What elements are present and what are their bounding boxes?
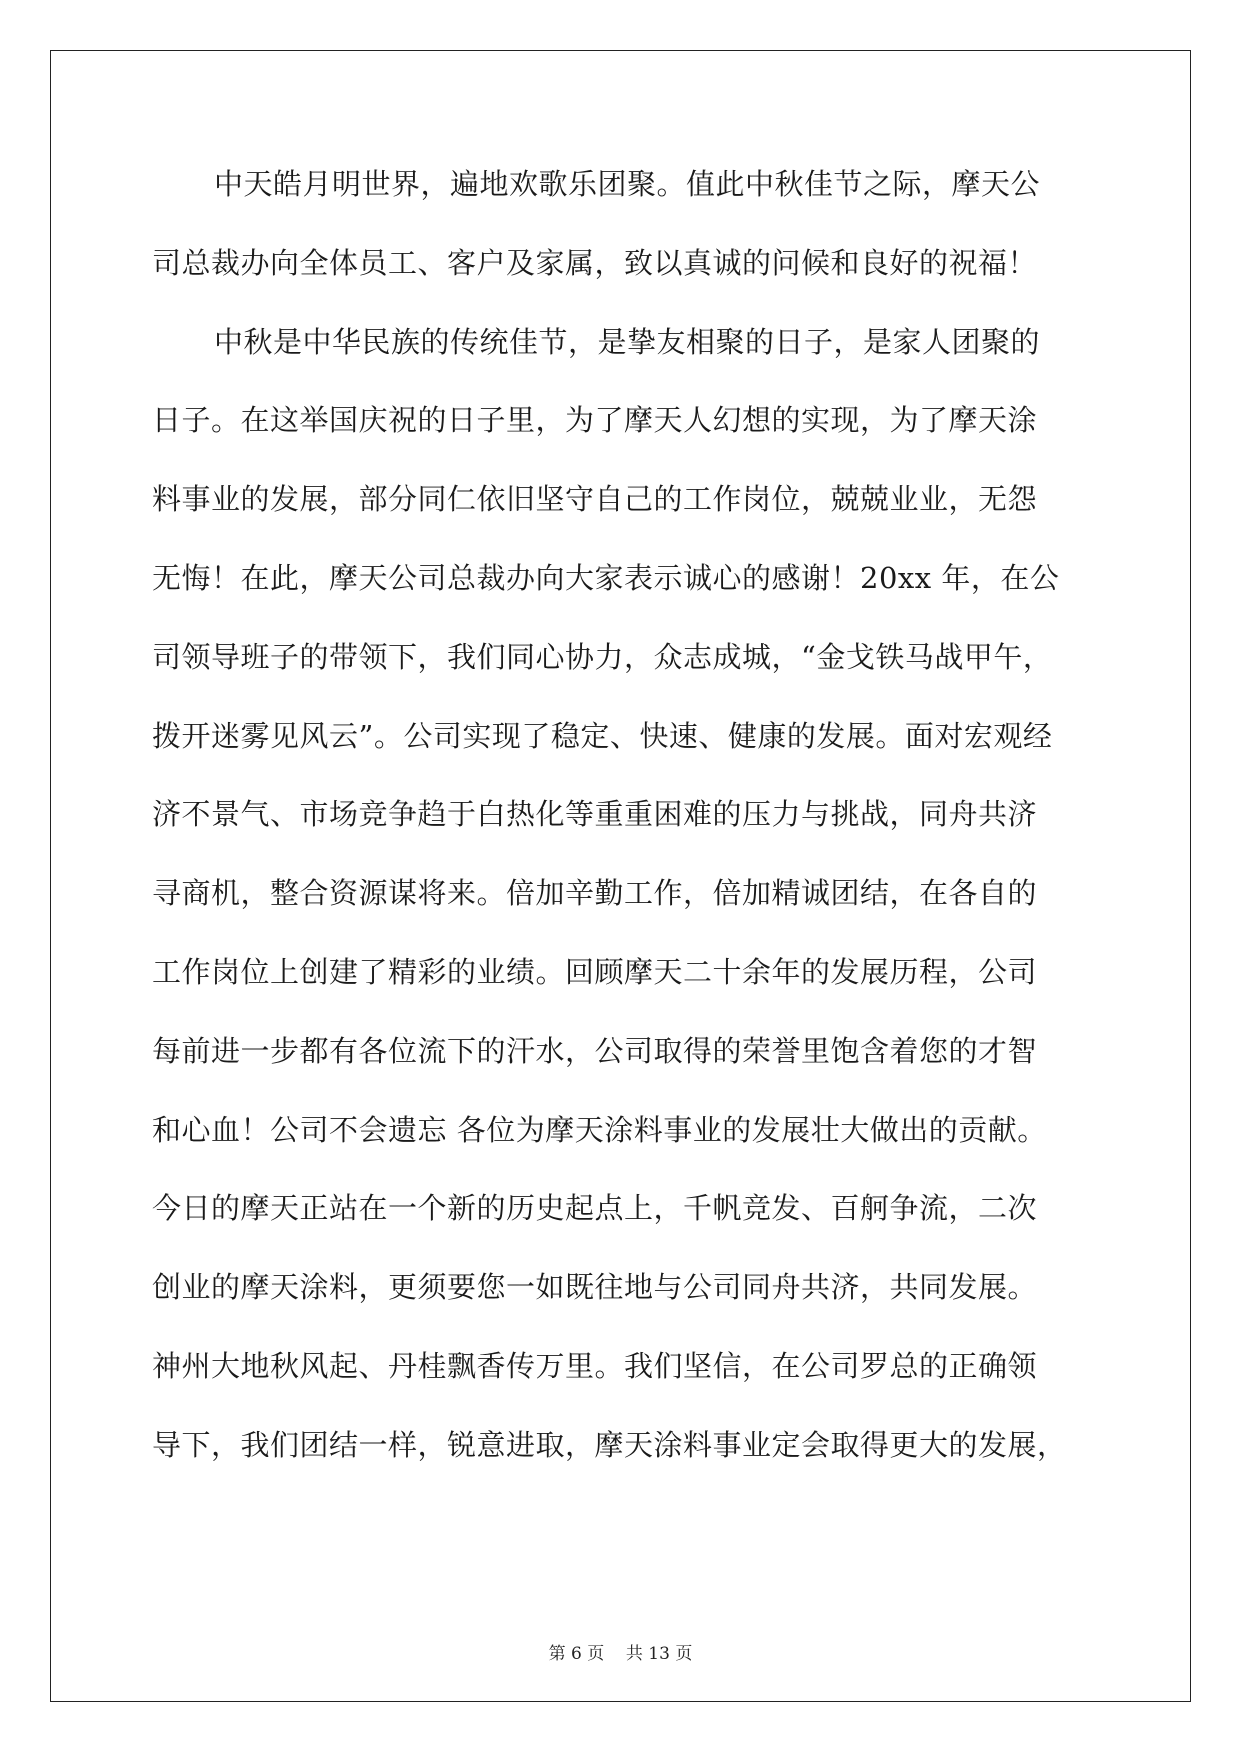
text-line-12: 每前进一步都有各位流下的汗水，公司取得的荣誉里饱含着您的才智 (152, 1033, 1038, 1068)
text-line-10: 寻商机，整合资源谋将来。倍加辛勤工作，倍加精诚团结，在各自的 (152, 876, 1038, 911)
text-line-5: 料事业的发展，部分同仁依旧坚守自己的工作岗位，兢兢业业，无怨 (152, 482, 1038, 517)
text-line-7: 司领导班子的带领下，我们同心协力，众志成城，“金戈铁马战甲午， (152, 639, 1053, 674)
text-line-4: 日子。在这举国庆祝的日子里，为了摩天人幻想的实现，为了摩天涂 (152, 403, 1038, 438)
body-text (152, 164, 1097, 1504)
text-line-16: 神州大地秋风起、丹桂飘香传万里。我们坚信，在公司罗总的正确领 (152, 1348, 1038, 1383)
text-line-17: 导下，我们团结一样，锐意进取，摩天涂料事业定会取得更大的发展， (152, 1427, 1067, 1462)
text-line-13: 和心血！公司不会遗忘 各位为摩天涂料事业的发展壮大做出的贡献。 (152, 1112, 1047, 1147)
page-total: 共 13 页 (625, 1644, 693, 1664)
text-line-6: 无悔！在此，摩天公司总裁办向大家表示诚心的感谢！20xx 年，在公 (152, 560, 1060, 595)
page-footer (0, 1643, 1241, 1665)
text-line-9: 济不景气、市场竞争趋于白热化等重重困难的压力与挑战，同舟共济 (152, 797, 1038, 832)
text-line-15: 创业的摩天涂料，更须要您一如既往地与公司同舟共济，共同发展。 (152, 1270, 1038, 1305)
text-line-11: 工作岗位上创建了精彩的业绩。回顾摩天二十余年的发展历程，公司 (152, 954, 1038, 989)
text-line-14: 今日的摩天正站在一个新的历史起点上，千帆竞发、百舸争流，二次 (152, 1191, 1038, 1226)
text-line-8: 拨开迷雾见风云”。公司实现了稳定、快速、健康的发展。面对宏观经 (152, 718, 1053, 753)
text-line-3: 中秋是中华民族的传统佳节，是挚友相聚的日子，是家人团聚的 (214, 324, 1041, 359)
page-number: 第 6 页 (548, 1644, 605, 1664)
text-line-2: 司总裁办向全体员工、客户及家属，致以真诚的问候和良好的祝福！ (152, 245, 1038, 280)
text-line-1: 中天皓月明世界，遍地欢歌乐团聚。值此中秋佳节之际，摩天公 (214, 167, 1041, 201)
